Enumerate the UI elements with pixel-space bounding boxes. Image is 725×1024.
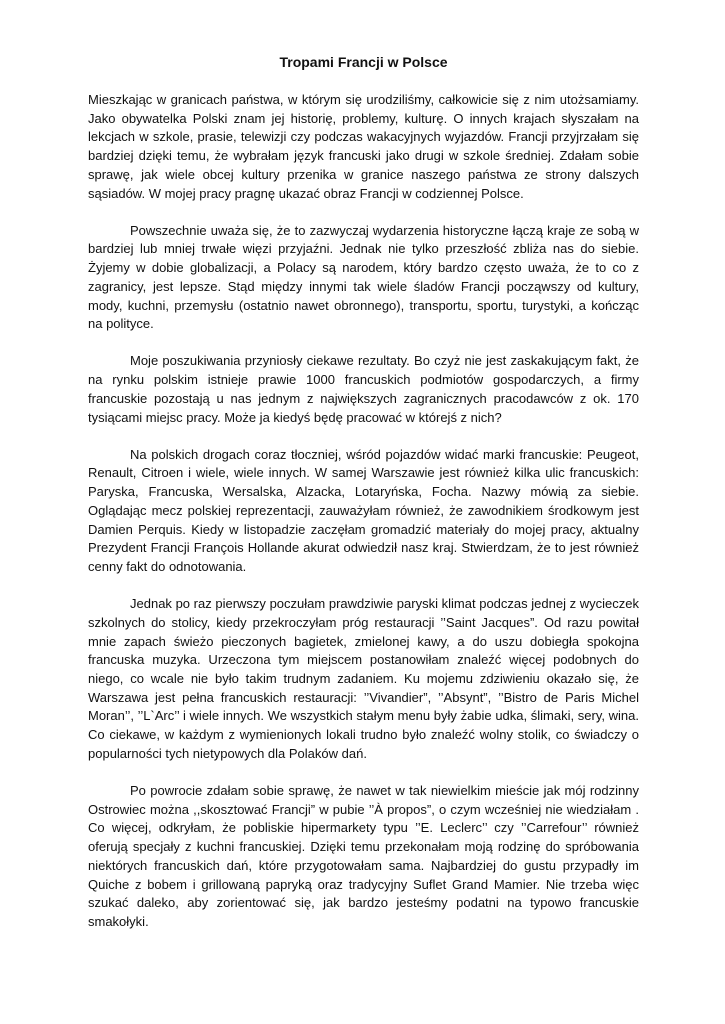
paragraph-history: Powszechnie uważa się, że to zazwyczaj wydarzenia historyczne łączą kraje ze sobą w bardziej lub mniej trwałe więzi przyjaźni. Jednak nie tylko przeszłość zbliża nas do siebie. Żyjemy w dobie globalizacji, a Polacy są narodem, który bardzo często uważa, że to co z zagranicy, jest lepsze. Stąd między innymi tak wiele śladów Francji począwszy od kultury, mody, kuchni, przemysłu (ostatnio nawet obronnego), transportu, sportu, turystyki, a kończąc na polityce. xyxy=(88,222,639,332)
document-page xyxy=(88,52,639,950)
paragraph-streets: Na polskich drogach coraz tłoczniej, wśród pojazdów widać marki francuskie: Peugeot, Renault, Citroen i wiele, wiele innych. W samej Warszawie jest również kilka ulic francuskich: Paryska, Francuska, Wersalska, Alzacka, Lotaryńska, Focha. Nazwy mówią za siebie. Oglądając mecz polskiej reprezentacji, zauważyłam również, że zawodnikiem środkowym jest Damien Perquis. Kiedy w listopadzie zaczęłam gromadzić materiały do mojej pracy, aktualny Prezydent Francji François Hollande akurat odwiedził nasz kraj. Stwierdzam, że to jest również cenny fakt do odnotowania. xyxy=(88,446,639,574)
paragraph-business: Moje poszukiwania przyniosły ciekawe rezultaty. Bo czyż nie jest zaskakującym fakt, że na rynku polskim istnieje prawie 1000 francuskich podmiotów gospodarczych, a firmy francuskie pozostają u nas jednym z największych zagranicznych pracodawców z ok. 170 tysiącami miejsc pracy. Może ja kiedyś będę pracować w którejś z nich? xyxy=(88,353,639,425)
document-title: Tropami Francji w Polsce xyxy=(279,54,448,70)
paragraph-restaurants: Jednak po raz pierwszy poczułam prawdziwie paryski klimat podczas jednej z wycieczek szkolnych do stolicy, kiedy przekroczyłam próg restauracji ’’Saint Jacques”. Od razu powitał mnie zapach świeżo pieczonych bagietek, zmielonej kawy, a do uszu dobiegła spokojna francuska muzyka. Urzeczona tym miejscem postanowiłam znaleźć więcej podobnych do niego, co wcale nie było takim trudnym zadaniem. Ku mojemu zdziwieniu okazało się, że Warszawa jest pełna francuskich restauracji: ’’Vivandier”, ’’Absynt”, ’’Bistro de Paris Michel Moran’’, ’’L`Arc’’ i wiele innych. We wszystkich stałym menu były żabie udka, ślimaki, sery, wina. Co ciekawe, w każdym z wymienionych lokali trudno było znaleźć wolny stolik, co świadczy o popularności tych nietypowych dla Polaków dań. xyxy=(88,596,639,761)
paragraph-intro: Mieszkając w granicach państwa, w którym się urodziliśmy, całkowicie się z nim utożsamiamy. Jako obywatelka Polski znam jej historię, problemy, kulturę. O innych krajach słyszałam na lekcjach w szkole, prasie, telewizji czy podczas wakacyjnych wyjazdów. Francji przyjrzałam się bardziej dzięki temu, że wybrałam język francuski jako drugi w szkole średniej. Zdałam sobie sprawę, jak wiele obcej kultury przenika w granice naszego państwa ze strony dalszych sąsiadów. W mojej pracy pragnę ukazać obraz Francji w codziennej Polsce. xyxy=(88,92,639,201)
paragraph-hometown: Po powrocie zdałam sobie sprawę, że nawet w tak niewielkim mieście jak mój rodzinny Ostrowiec można ,,skosztować Francji” w pubie ’’À propos”, o czym wcześniej nie wiedziałam . Co więcej, odkryłam, że pobliskie hipermarkety typu ’’E. Leclerc’’ czy ’’Carrefour’’ również oferują specjały z kuchni francuskiej. Dzięki temu przekonałam moją rodzinę do spróbowania niektórych francuskich dań, które przygotowałam sama. Najbardziej do gustu przypadły im Quiche z bobem i grillowaną papryką oraz tradycyjny Suflet Grand Mamier. Nie trzeba więc szukać daleko, aby zorientować się, jak bardzo jesteśmy podatni na typowo francuskie smakołyki. xyxy=(88,783,639,929)
